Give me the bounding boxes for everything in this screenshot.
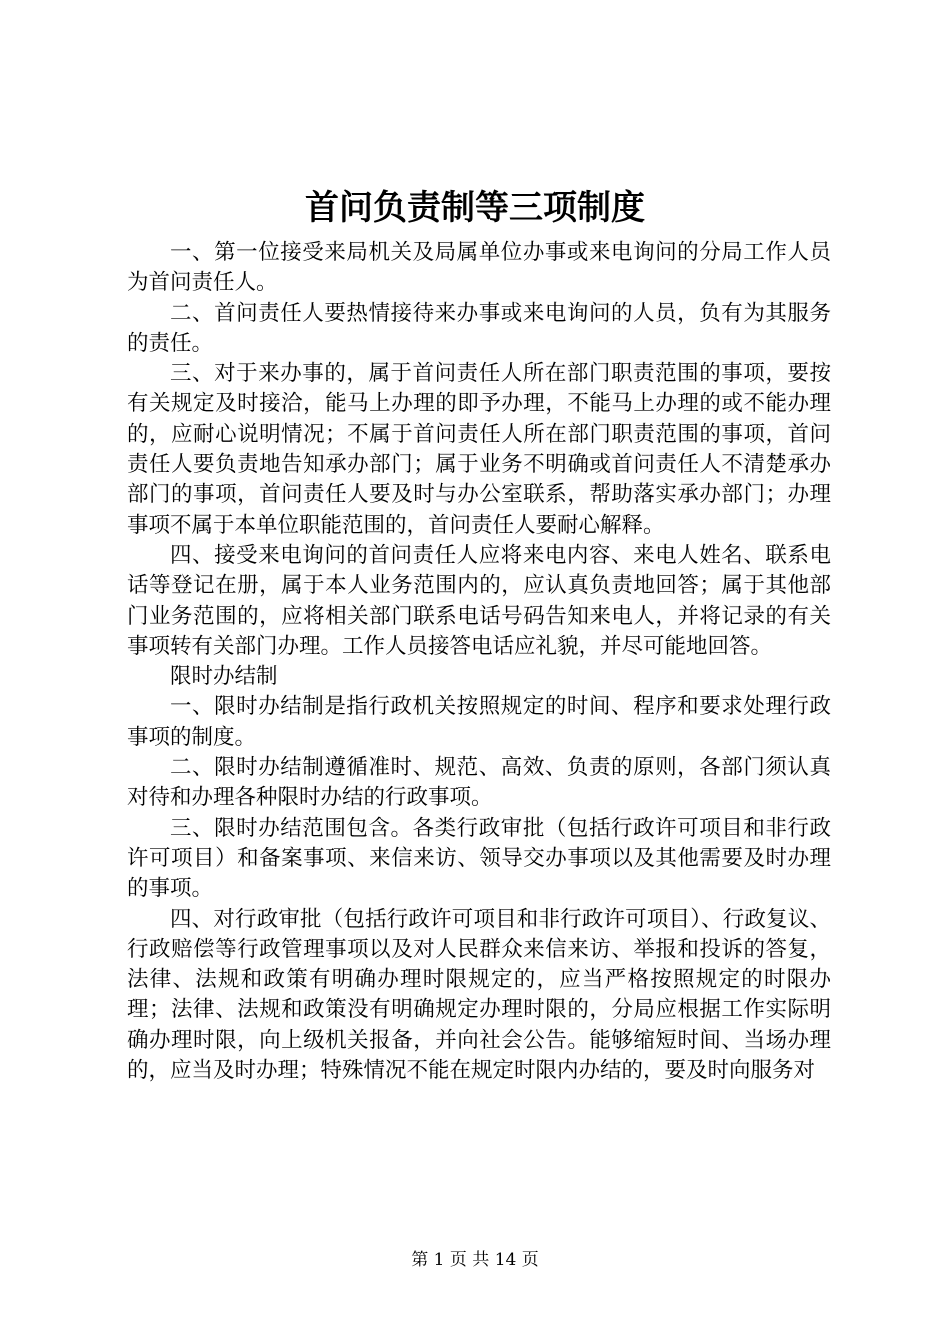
document-title: 首问负责制等三项制度 — [305, 188, 645, 228]
section-heading: 限时办结制 — [170, 664, 278, 690]
paragraph: 一、第一位接受来局机关及局属单位办事或来电询问的分局工作人员为首问责任人。 — [127, 240, 831, 296]
paragraph: 一、限时办结制是指行政机关按照规定的时间、程序和要求处理行政事项的制度。 — [127, 694, 831, 750]
paragraph: 三、对于来办事的，属于首问责任人所在部门职责范围的事项，要按有关规定及时接洽，能马上办理的即予办理，不能马上办理的或不能办理的，应耐心说明情况；不属于首问责任人所在部门职责范围的事项，首问责任人要负责地告知承办部门；属于业务不明确或首问责任人不清楚承办部门的事项，首问责任人要及时与办公室联系，帮助落实承办部门；办理事项不属于本单位职能范围的，首问责任人要耐心解释。 — [127, 361, 831, 538]
paragraph: 二、限时办结制遵循准时、规范、高效、负责的原则，各部门须认真对待和办理各种限时办结的行政事项。 — [127, 755, 831, 811]
paragraph: 四、对行政审批（包括行政许可项目和非行政许可项目）、行政复议、行政赔偿等行政管理事项以及对人民群众来信来访、举报和投诉的答复，法律、法规和政策有明确办理时限规定的，应当严格按照规定的时限办理；法律、法规和政策没有明确规定办理时限的，分局应根据工作实际明确办理时限，向上级机关报备，并向社会公告。能够缩短时间、当场办理的，应当及时办理；特殊情况不能在规定时限内办结的，要及时向服务对 — [127, 906, 831, 1084]
paragraph: 二、首问责任人要热情接待来办事或来电询问的人员，负有为其服务的责任。 — [127, 300, 831, 356]
paragraph: 四、接受来电询问的首问责任人应将来电内容、来电人姓名、联系电话等登记在册，属于本人业务范围内的，应认真负责地回答；属于其他部门业务范围的，应将相关部门联系电话号码告知来电人，并将记录的有关事项转有关部门办理。工作人员接答电话应礼貌，并尽可能地回答。 — [127, 542, 831, 659]
paragraph: 三、限时办结范围包含。各类行政审批（包括行政许可项目和非行政许可项目）和备案事项、来信来访、领导交办事项以及其他需要及时办理的事项。 — [127, 815, 831, 902]
document-body — [127, 238, 831, 1086]
page-footer: 第 1 页 共 14 页 — [411, 1250, 539, 1270]
